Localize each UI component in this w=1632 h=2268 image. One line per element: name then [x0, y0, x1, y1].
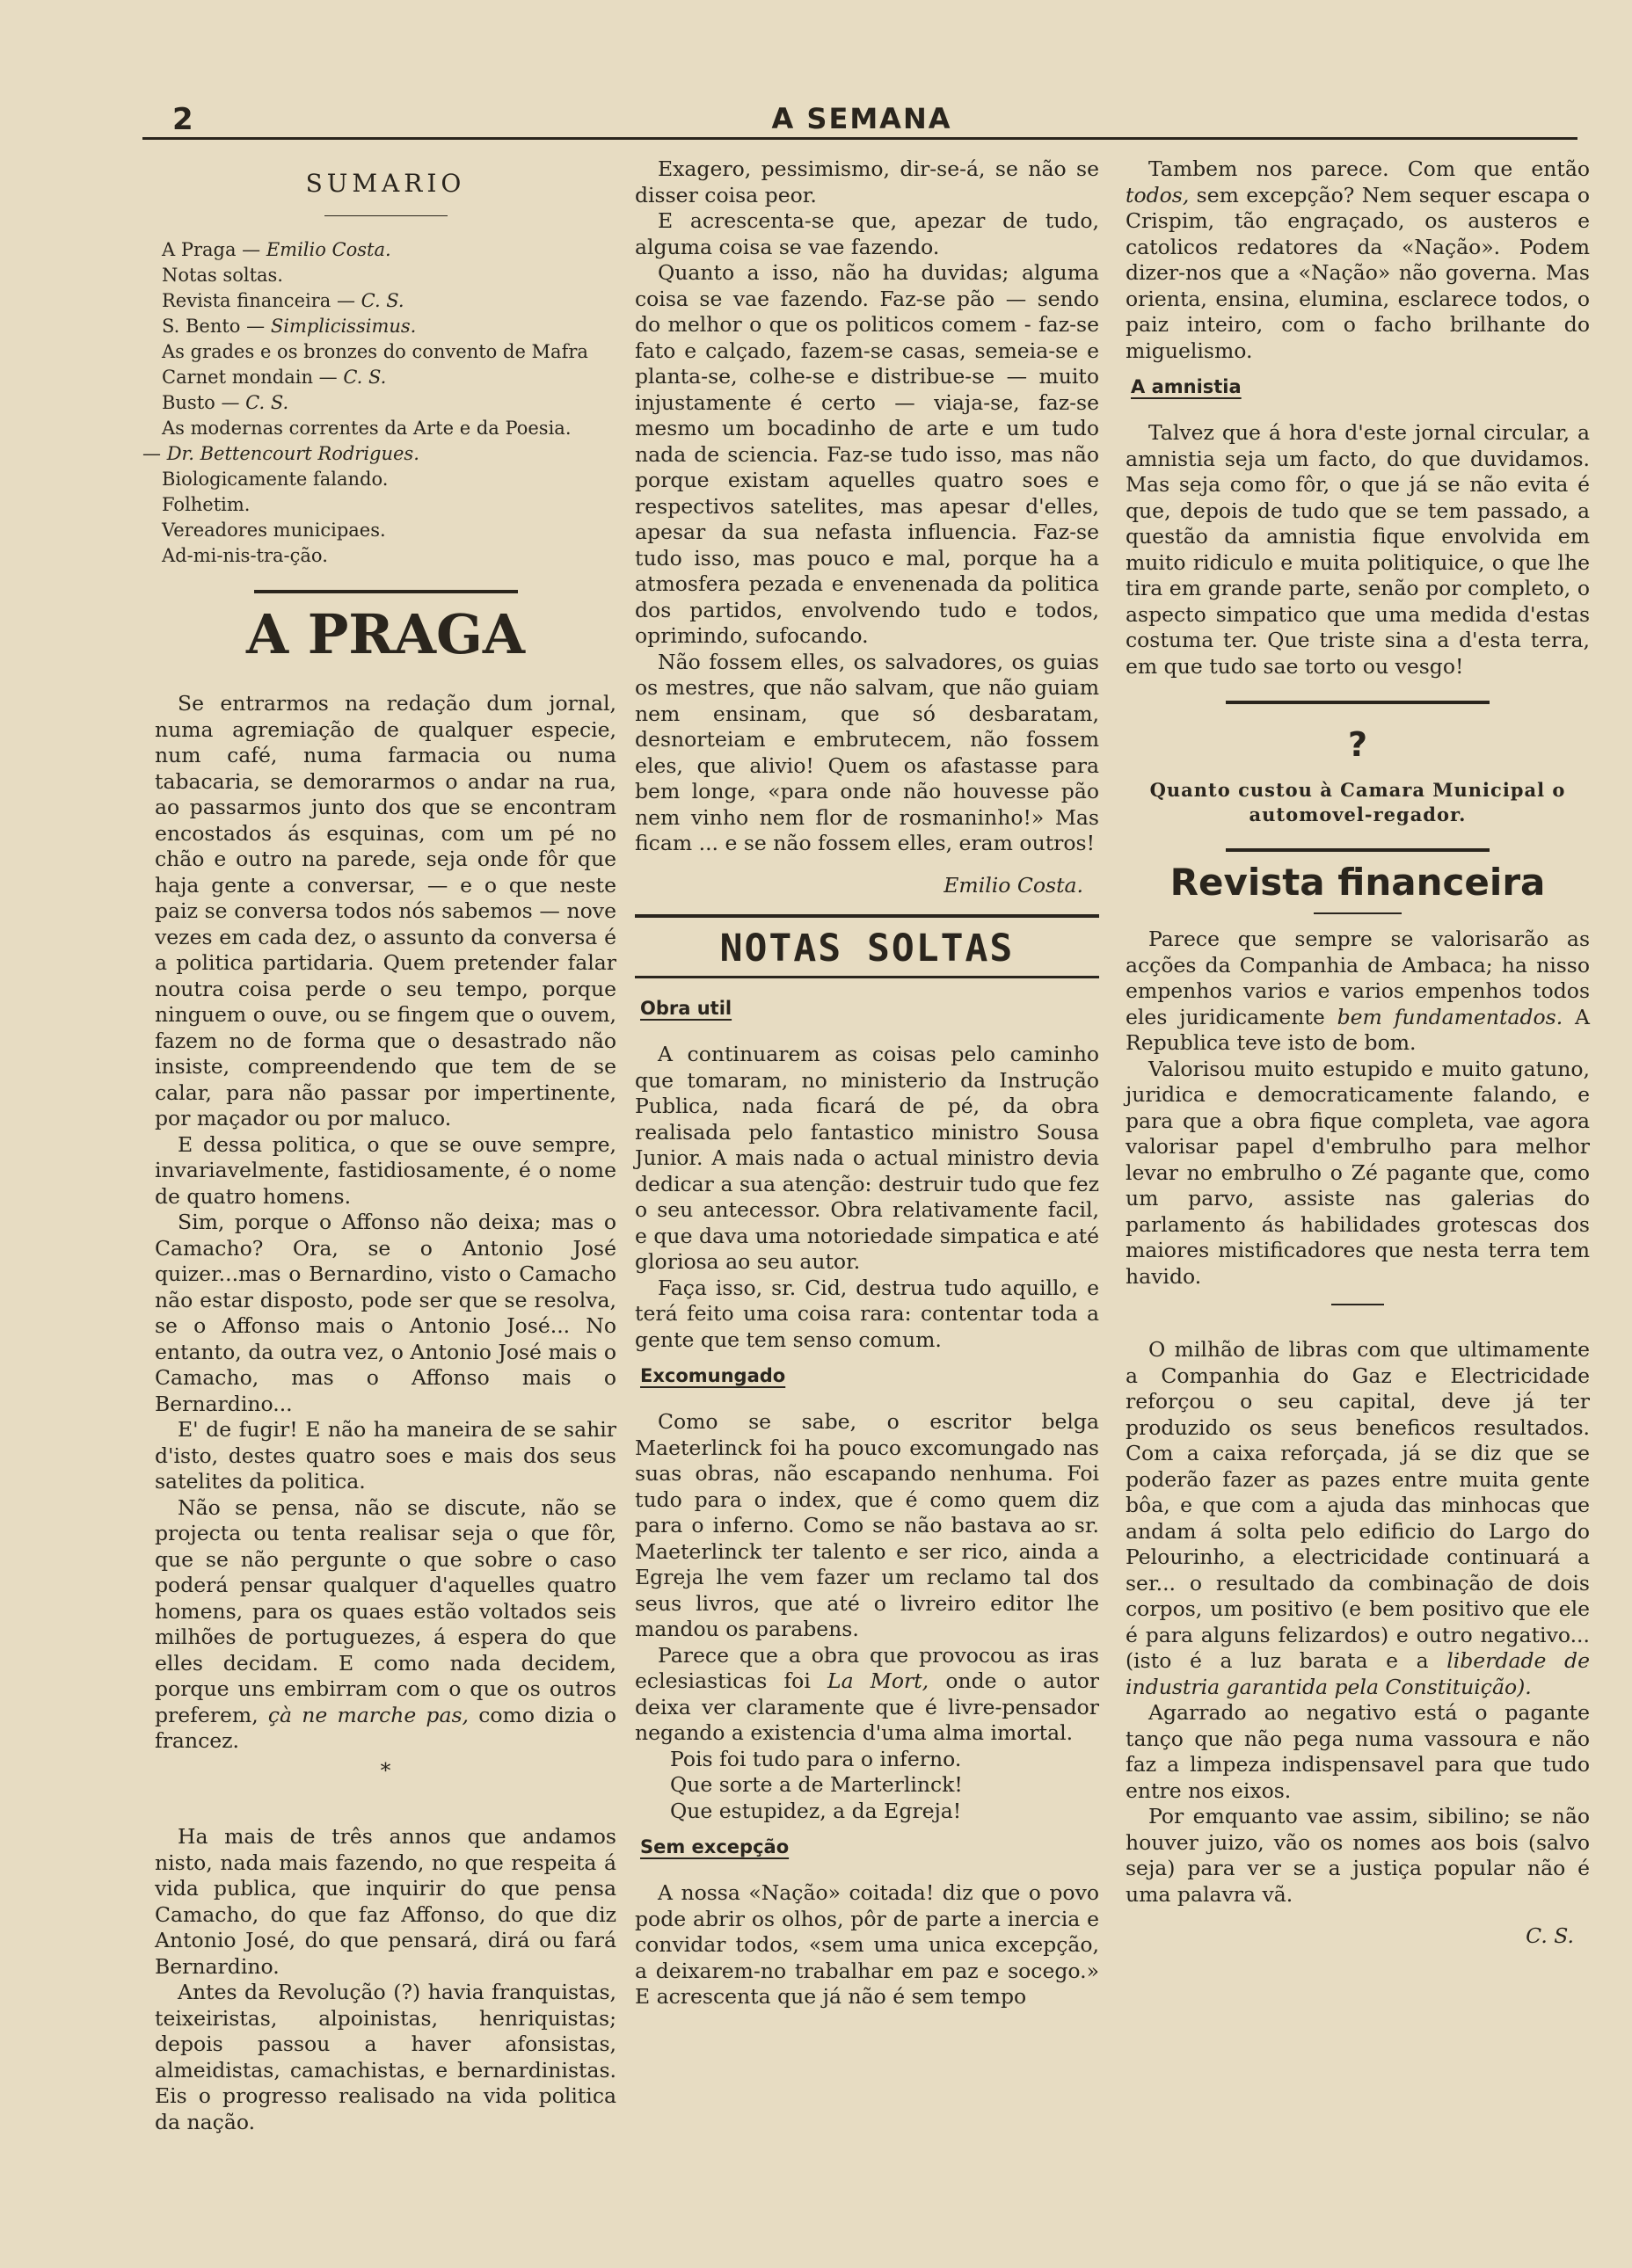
obra-util-paragraph: A continuarem as coisas pelo caminho que tomaram, no ministerio da Instrução Publica, nada ficará de pé, da obra realisada pelo fantastico ministro Sousa Junior. A mais nada o actual ministro devia dedicar a sua atenção: destruir tudo que fez o seu antecessor. Obra relativamente facil, e que dava uma notoriedade simpatica e até gloriosa ao seu autor.: [635, 1042, 1099, 1274]
sumario-item: Folhetim.: [162, 494, 251, 515]
excomungado-paragraph: Parece que a obra que provocou as iras eclesiasticas foi La Mort, onde o autor deixa ver claramente que é livre-pensador negando a existencia d'uma alma imortal.: [635, 1642, 1099, 1745]
notas-soltas-rule: [635, 976, 1099, 978]
sumario-item: Carnet mondain — C. S.: [162, 367, 387, 388]
excomungado-line: Que estupidez, a da Egreja!: [670, 1798, 962, 1823]
column-2: [635, 156, 1099, 2010]
revista-divider: [1331, 1304, 1384, 1305]
praga-paragraph: E dessa politica, o que se ouve sempre, invariavelmente, fastidiosamente, é o nome de quatro homens.: [155, 1131, 616, 1209]
amnistia-heading: A amnistia: [1131, 376, 1242, 397]
sumario-item: Ad-mi-nis-tra-ção.: [162, 545, 328, 566]
revista-paragraph: Agarrado ao negativo está o pagante tanço que não pega numa vassoura e não faz a limpeza indispensavel para que tudo entre nos eixos.: [1126, 1700, 1590, 1803]
amnistia-paragraph: Talvez que á hora d'este jornal circular, a amnistia seja um facto, do que duvidamos. Mas seja como fôr, o que já se não evita é que, depois de tudo que se tem passado, a questão da amnistia fique envolvida em muito ridiculo e muita politiquice, o que lhe tira em grande parte, senão por completo, o aspecto simpatico que uma medida d'estas costuma ter. Que triste sina a d'esta terra, em que tudo sae torto ou vesgo!: [1126, 420, 1590, 679]
praga-paragraph: Antes da Revolução (?) havia franquistas, teixeiristas, alpoinistas, henriquistas; depois passou a haver afonsistas, almeidistas, camachistas, e bernardinistas. Eis o progresso realisado na vida politica da nação.: [155, 1980, 616, 2134]
sumario-item: Vereadores municipaes.: [162, 520, 386, 541]
praga-paragraph: Sim, porque o Affonso não deixa; mas o Camacho? Ora, se o Antonio José quizer...mas o Bernardino, visto o Camacho não estar disposto, pode ser que se resolva, se o Affonso mais o Antonio José... No entanto, da outra vez, o Antonio José mais o Camacho, mas o Affonso mais o Bernardino...: [155, 1210, 616, 1416]
sumario-item: Biologicamente falando.: [162, 469, 389, 490]
revista-financeira-title: Revista financeira: [1169, 861, 1546, 904]
revista-paragraph: Parece que sempre se valorisarão as acções da Companhia de Ambaca; ha nisso empenhos varios e varios empenhos todos eles juridicamente bem fundamentados. A Republica teve isto de bom.: [1126, 927, 1590, 1055]
praga-paragraph: Não fossem elles, os salvadores, os guias os mestres, que não salvam, que não guiam nem ensinam, que só desbaratam, desnorteiam e embrutecem, não fossem eles, que alivio! Quem os afastasse para bem longe, «para onde não houvesse pão nem vinho nem flor de rosmaninho!» Mas ficam ... e se não fossem elles, eram outros!: [635, 649, 1099, 855]
revista-paragraph: Valorisou muito estupido e muito gatuno, juridica e democraticamente falando, e para que a obra fique completa, vae agora valorisar papel d'embrulho para melhor levar no embrulho o Zé pagante que, como um parvo, assiste nas galerias do parlamento ás habilidades grotescas dos maiores mistificadores que nesta terra tem havido.: [1126, 1056, 1590, 1289]
revista-paragraph: O milhão de libras com que ultimamente a Companhia do Gaz e Electricidade reforçou o seu capital, deve já ter produzido os seus beneficos resultados. Com a caixa reforçada, já se diz que se poderão fazer as pazes entre muita gente bôa, e que com a ajuda das minhocas que andam á solta pelo edificio do Largo do Pelourinho, a electricidade continuará a ser... o resultado da combinação de dois corpos, um positivo (e bem positivo que ele é para alguns felizardos) e outro negativo... (isto é a luz barata e a liberdade de industria garantida pela Constituição).: [1126, 1337, 1590, 1699]
header-rule: [142, 137, 1577, 140]
section-separator: *: [380, 1757, 391, 1783]
question-text: Quanto custou à Camara Municipal o automovel-regador.: [1149, 779, 1566, 825]
sumario-item: Busto — C. S.: [162, 392, 289, 413]
praga-signature: Emilio Costa.: [944, 872, 1083, 898]
praga-paragraph: E acrescenta-se que, apezar de tudo, alguma coisa se vae fazendo.: [635, 208, 1099, 259]
praga-paragraph: Ha mais de três annos que andamos nisto, nada mais fazendo, no que respeita á vida publica, que inquirir do que pensa Camacho, do que faz Affonso, do que diz Antonio José, do que pensará, dirá ou fará Bernardino.: [155, 1824, 616, 1979]
sumario-title: SUMARIO: [305, 169, 466, 198]
sumario-item: S. Bento — Simplicissimus.: [162, 316, 417, 337]
praga-paragraph: Quanto a isso, não ha duvidas; alguma coisa se vae fazendo. Faz-se pão — sendo do melhor o que os politicos comem - faz-se fato e calçado, fazem-se casas, semeia-se e planta-se, colhe-se e distribue-se — muito injustamente é certo — viaja-se, faz-se mesmo um bocadinho de arte e um tudo nada de sciencia. Faz-se tudo isso, mas não porque existam aquelles quatro soes e respectivos satelites, mas apesar d'elles, apesar da sua nefasta influencia. Faz-se tudo isso, mas pouco e mal, porque ha a atmosfera pezada e envenenada da politica dos partidos, envolvendo tudo e todos, oprimindo, sufocando.: [635, 260, 1099, 648]
notas-soltas-title: NOTAS SOLTAS: [719, 927, 1015, 970]
excomungado-line: Que sorte a de Marterlinck!: [670, 1772, 963, 1797]
sem-excepcao-paragraph: Tambem nos parece. Com que então todos, sem excepção? Nem sequer escapa o Crispim, tão engraçado, os austeros e catolicos redatores da «Nação». Podem dizer-nos que a «Nação» não governa. Mas orienta, ensina, elumina, esclarece todos, o paiz inteiro, com o facho brilhante do miguelismo.: [1126, 156, 1590, 363]
sumario-item: Notas soltas.: [162, 265, 283, 286]
sem-excepcao-paragraph: A nossa «Nação» coitada! diz que o povo pode abrir os olhos, pôr de parte a inercia e convidar todos, «sem uma unica excepção, a deixarem-no trabalhar em paz e socego.» E acrescenta que já não é sem tempo: [635, 1880, 1099, 2009]
excomungado-heading: Excomungado: [640, 1365, 786, 1386]
masthead-title: A SEMANA: [771, 102, 952, 135]
revista-rule: [1314, 912, 1402, 914]
sumario-list: [142, 237, 616, 569]
excomungado-line: Pois foi tudo para o inferno.: [670, 1746, 962, 1771]
section-rule: [254, 590, 518, 593]
praga-paragraph: Se entrarmos na redação dum jornal, numa agremiação de qualquer especie, num café, numa farmacia ou numa tabacaria, se demorarmos o andar na rua, ao passarmos junto dos que se encontram encostados ás esquinas, com um pé no chão e outro na parede, seja onde fôr que haja gente a conversar, — e o que neste paiz se conversa todos nós sabemos — nove vezes em cada dez, o assunto da conversa é a politica partidaria. Quem pretender falar noutra coisa perde o seu tempo, porque ninguem o ouve, ou se fingem que o ouvem, fazem no de forma que o desastrado não insiste, compreendendo que tem de se calar, para não passar por impertinente, por maçador ou por maluco.: [155, 691, 616, 1130]
question-mark: ?: [1347, 725, 1368, 764]
obra-util-heading: Obra util: [640, 998, 732, 1019]
praga-paragraph: E' de fugir! E não ha maneira de se sahir d'isto, destes quatro soes e mais dos seus satelites da politica.: [155, 1417, 616, 1494]
section-rule: [1226, 848, 1490, 852]
excomungado-paragraph: Como se sabe, o escritor belga Maeterlinck foi ha pouco excomungado nas suas obras, não escapando nenhuma. Foi tudo para o index, que é como quem diz para o inferno. Como se não bastava ao sr. Maeterlinck ter talento e ser rico, ainda a Egreja lhe vem fazer um reclamo tal dos seus livros, que até o livreiro editor lhe mandou os parabens.: [635, 1409, 1099, 1641]
praga-title: A PRAGA: [246, 602, 525, 666]
column-1: [142, 156, 616, 2135]
praga-paragraph: Exagero, pessimismo, dir-se-á, se não se disser coisa peor.: [635, 156, 1099, 207]
section-rule: [1226, 701, 1490, 704]
sem-excepcao-heading: Sem excepção: [640, 1836, 790, 1857]
sumario-rule: [324, 215, 448, 216]
sumario-item: As modernas correntes da Arte e da Poesia.: [162, 418, 572, 439]
sumario-item: Revista financeira — C. S.: [162, 290, 404, 311]
section-rule: [635, 914, 1099, 918]
obra-util-paragraph: Faça isso, sr. Cid, destrua tudo aquillo, e terá feito uma coisa rara: contentar toda a gente que tem senso comum.: [635, 1275, 1099, 1352]
praga-paragraph: Não se pensa, não se discute, não se projecta ou tenta realisar seja o que fôr, que se não pergunte o que sobre o caso poderá pensar qualquer d'aquelles quatro homens, para os quaes estão voltados seis milhões de portuguezes, á espera do que elles decidam. E como nada decidem, porque uns embirram com o que os outros preferem, çà ne marche pas, como dizia o francez.: [155, 1494, 616, 1753]
page-number: 2: [172, 102, 193, 137]
sumario-item: — Dr. Bettencourt Rodrigues.: [142, 443, 419, 464]
sumario-item: A Praga — Emilio Costa.: [162, 239, 391, 260]
revista-paragraph: Por emquanto vae assim, sibilino; se não houver juizo, vão os nomes aos bois (salvo seja) para ver se a justiça popular não é uma palavra vã.: [1126, 1804, 1590, 1907]
sumario-item: As grades e os bronzes do convento de Mafra: [162, 341, 588, 362]
column-3: [1126, 156, 1590, 1962]
revista-signature: C. S.: [1526, 1923, 1574, 1948]
